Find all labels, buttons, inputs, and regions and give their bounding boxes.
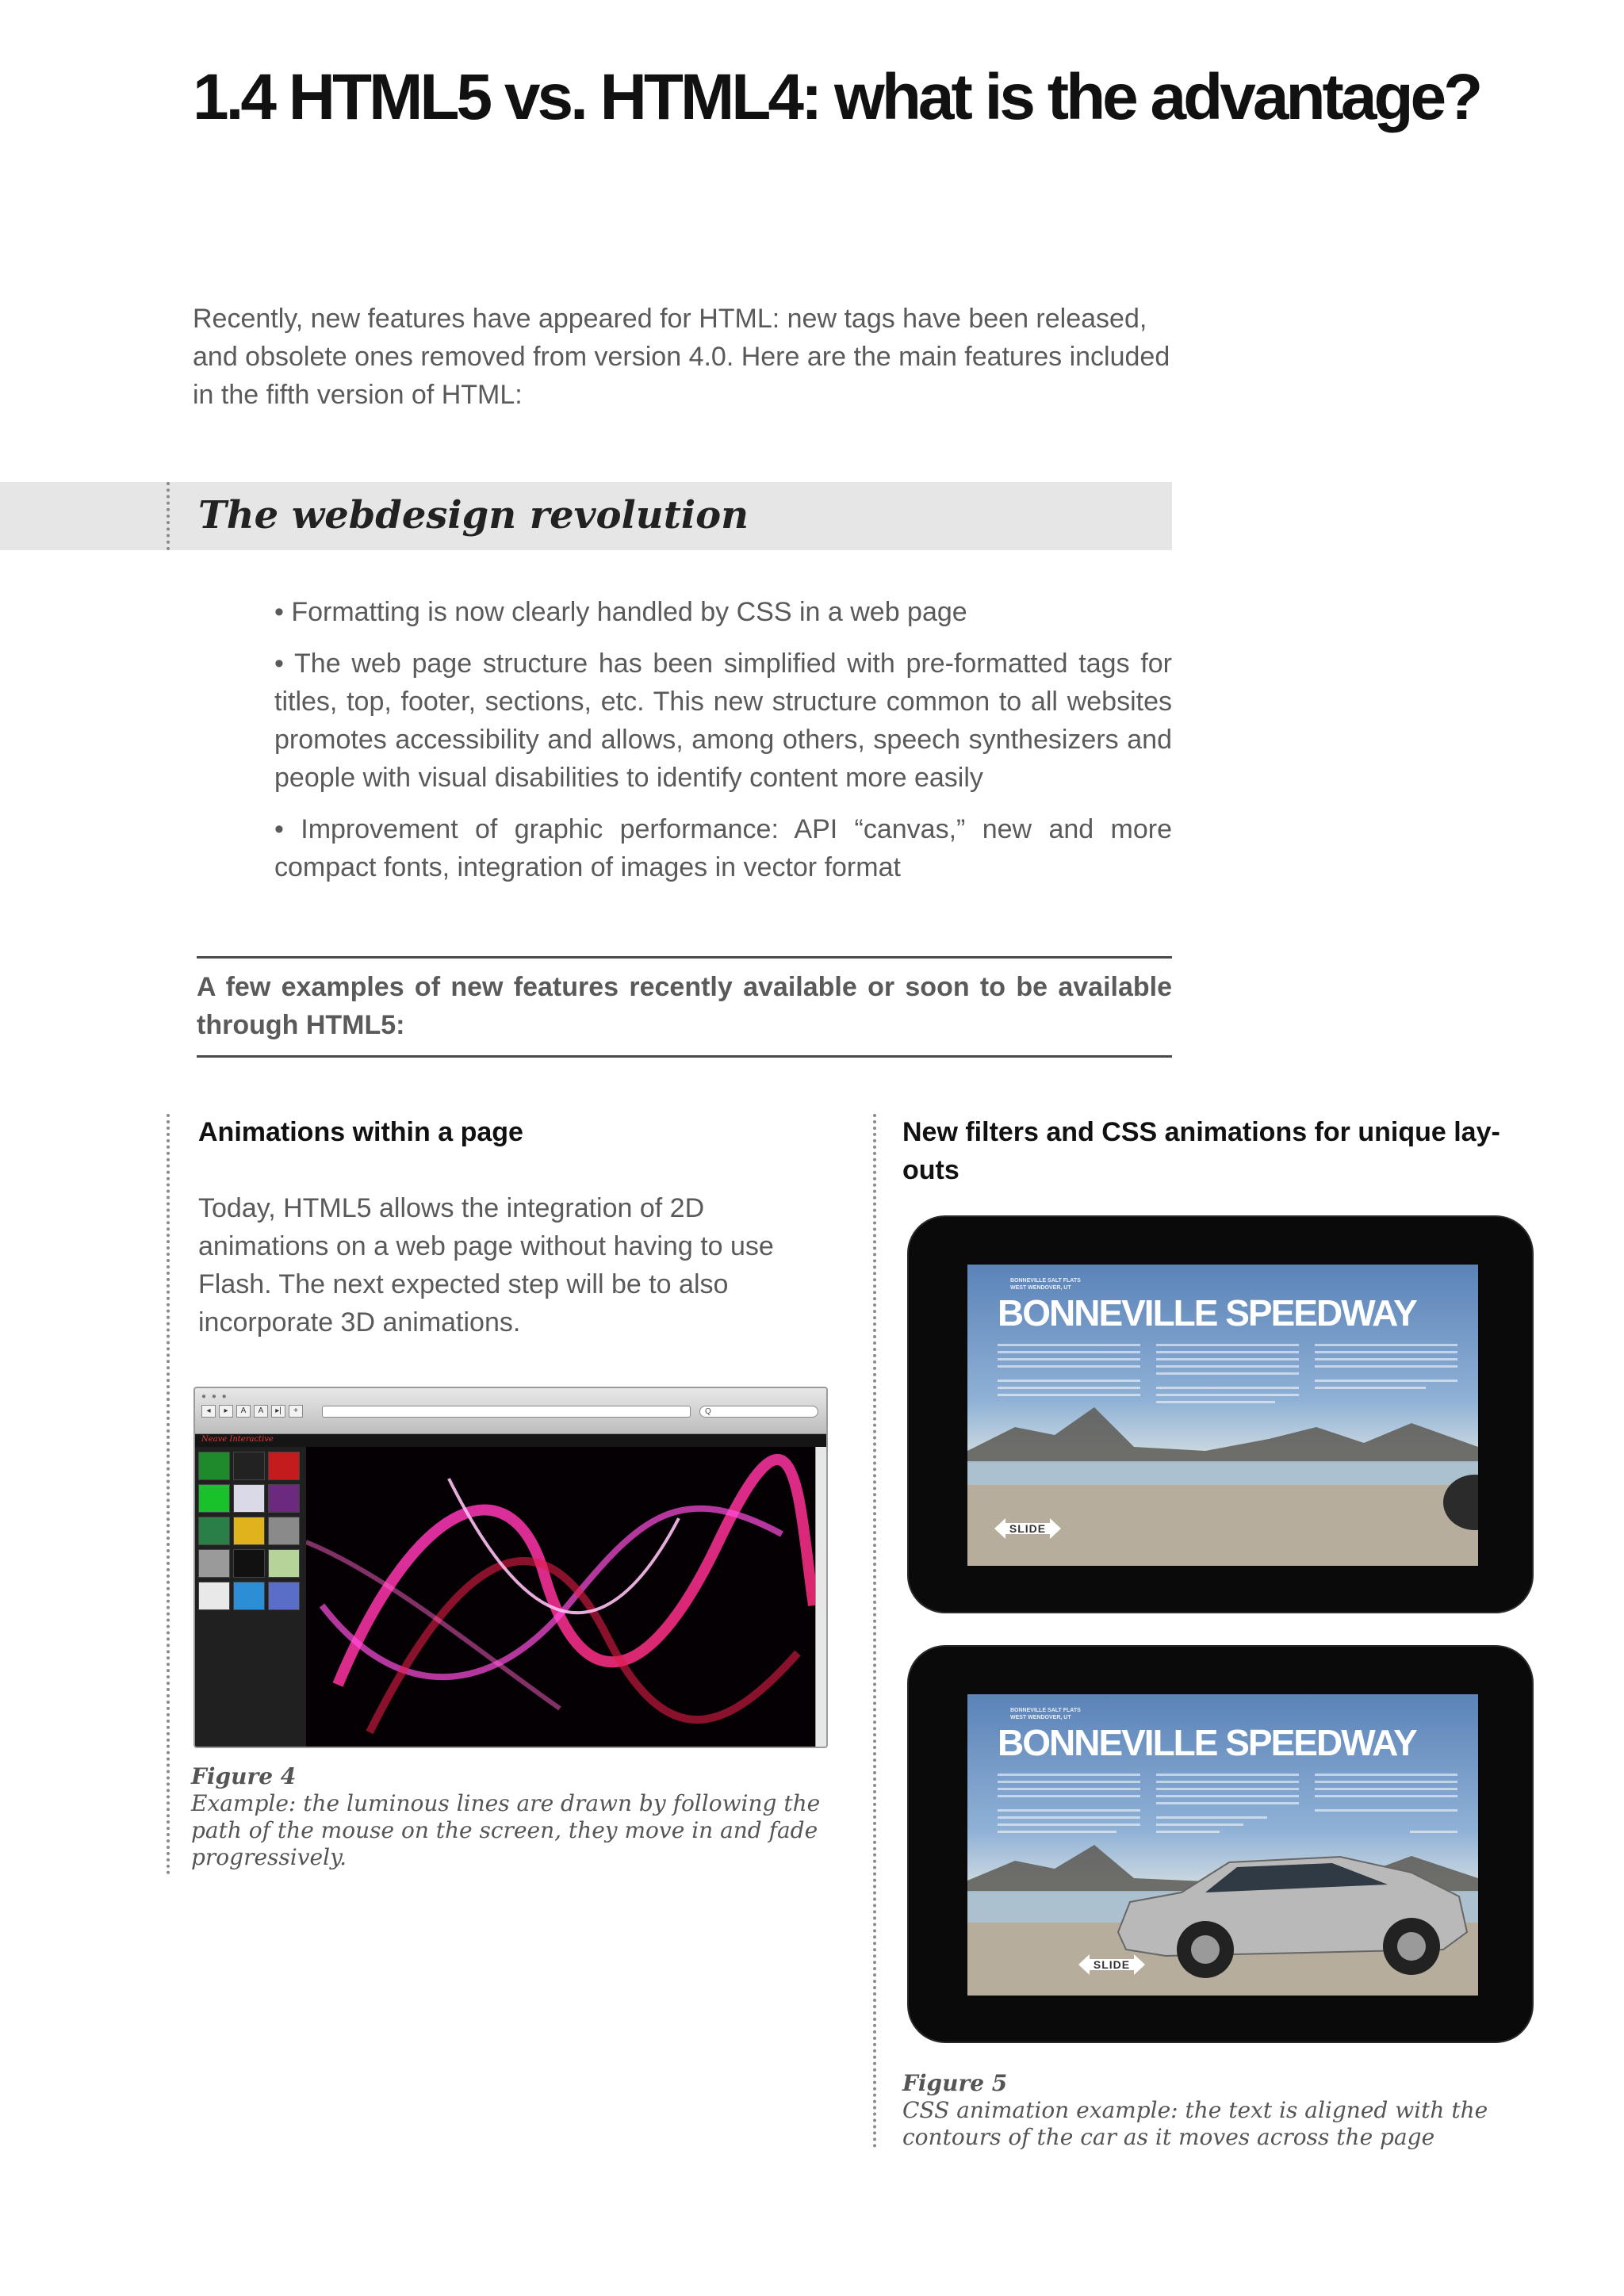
thumbnail	[233, 1582, 265, 1610]
tablet-screen	[967, 1694, 1478, 1996]
tablet-mockup	[907, 1215, 1534, 1613]
thumbnail	[198, 1484, 230, 1513]
text-larger-icon: A	[254, 1405, 268, 1418]
figure-4-label: Figure 4	[191, 1763, 297, 1789]
thumbnail	[198, 1452, 230, 1480]
thumbnail	[233, 1452, 265, 1480]
search-field: Q	[699, 1406, 818, 1418]
thumbnail	[268, 1452, 300, 1480]
section-band-dotted-rule	[167, 482, 170, 550]
thumbnail	[233, 1549, 265, 1578]
browser-nav-buttons	[201, 1405, 303, 1418]
figure-4-caption	[191, 1763, 833, 1871]
back-icon: ◂	[201, 1405, 216, 1418]
left-column-dotted-rule	[167, 1114, 170, 1875]
thumbnail	[268, 1517, 300, 1545]
browser-toolbar	[195, 1388, 826, 1434]
animation-canvas	[306, 1447, 815, 1747]
thumbnail	[268, 1549, 300, 1578]
bullet-item: • Formatting is now clearly handled by CSS in a web page	[274, 597, 967, 627]
text-smaller-icon: A	[236, 1405, 251, 1418]
window-controls: ● ● ●	[201, 1392, 228, 1401]
thumbnail	[268, 1582, 300, 1610]
right-column-dotted-rule	[873, 1114, 876, 2149]
thumbnail	[233, 1517, 265, 1545]
intro-paragraph: Recently, new features have appeared for HTML: new tags have been released, and obsolete ones removed from version 4.0. Here are the main features included in the fifth version of HTML:	[193, 304, 1170, 410]
thumbnail	[268, 1484, 300, 1513]
slide-indicator	[1078, 1953, 1145, 1976]
figure-4-caption-text: Example: the luminous lines are drawn by following the path of the mouse on the screen, they move in and fade progressively.	[191, 1790, 821, 1870]
article-headline: BONNEVILLE SPEEDWAY	[998, 1292, 1416, 1334]
bullet-item: • Improvement of graphic performance: API “canvas,” new and more compact fonts, integration of images in vector format	[274, 814, 1172, 882]
luminous-lines-graphic	[306, 1447, 815, 1747]
slide-indicator	[994, 1517, 1061, 1540]
bookmark-icon: ▸|	[271, 1405, 285, 1418]
car-on-salt-flats	[967, 1694, 1478, 1996]
thumbnail	[198, 1549, 230, 1578]
examples-heading: A few examples of new features recently available or soon to be available through HTML5:	[197, 956, 1172, 1058]
forward-icon: ▸	[219, 1405, 233, 1418]
article-headline: BONNEVILLE SPEEDWAY	[998, 1722, 1416, 1763]
slide-label: SLIDE	[1009, 1522, 1047, 1535]
figure-5-caption	[902, 2070, 1537, 2151]
left-column-heading: Animations within a page	[198, 1117, 523, 1147]
thumbnail-grid	[198, 1452, 300, 1610]
page-title: 1.4 HTML5 vs. HTML4: what is the advantage?	[193, 61, 1480, 133]
slide-label: SLIDE	[1093, 1958, 1131, 1971]
site-header-bar	[195, 1434, 826, 1447]
thumbnail	[233, 1484, 265, 1513]
right-column-heading: New filters and CSS animations for unique lay-outs	[902, 1117, 1500, 1185]
site-name: Neave Interactive	[201, 1435, 274, 1444]
tablet-mockup	[907, 1645, 1534, 2043]
thumbnail	[198, 1582, 230, 1610]
figure-5-label: Figure 5	[902, 2070, 1008, 2096]
article-kicker: BONNEVILLE SALT FLATS WEST WENDOVER, UT	[1010, 1278, 1081, 1291]
thumbnail	[198, 1517, 230, 1545]
figure-5-caption-text: CSS animation example: the text is aligned with the contours of the car as it moves across the page	[902, 2097, 1488, 2150]
article-kicker: BONNEVILLE SALT FLATS WEST WENDOVER, UT	[1010, 1708, 1081, 1720]
add-icon: +	[289, 1405, 303, 1418]
address-bar	[322, 1406, 691, 1418]
tablet-screen	[967, 1265, 1478, 1566]
figure-4-browser-screenshot	[193, 1387, 828, 1748]
bullet-item: • The web page structure has been simplified with pre-formatted tags for titles, top, footer, sections, etc. This new structure common to all websites promotes accessibility and allows, among others, speech synthesizers and people with visual disabilities to identify content more easily	[274, 649, 1172, 793]
section-title: The webdesign revolution	[198, 493, 749, 538]
site-sidebar	[195, 1447, 306, 1747]
browser-scrollbar	[815, 1447, 826, 1747]
left-column-text: Today, HTML5 allows the integration of 2D animations on a web page without having to use Flash. The next expected step will be to also incorporate 3D animations.	[198, 1193, 774, 1337]
feature-bullet-list	[274, 593, 1172, 900]
